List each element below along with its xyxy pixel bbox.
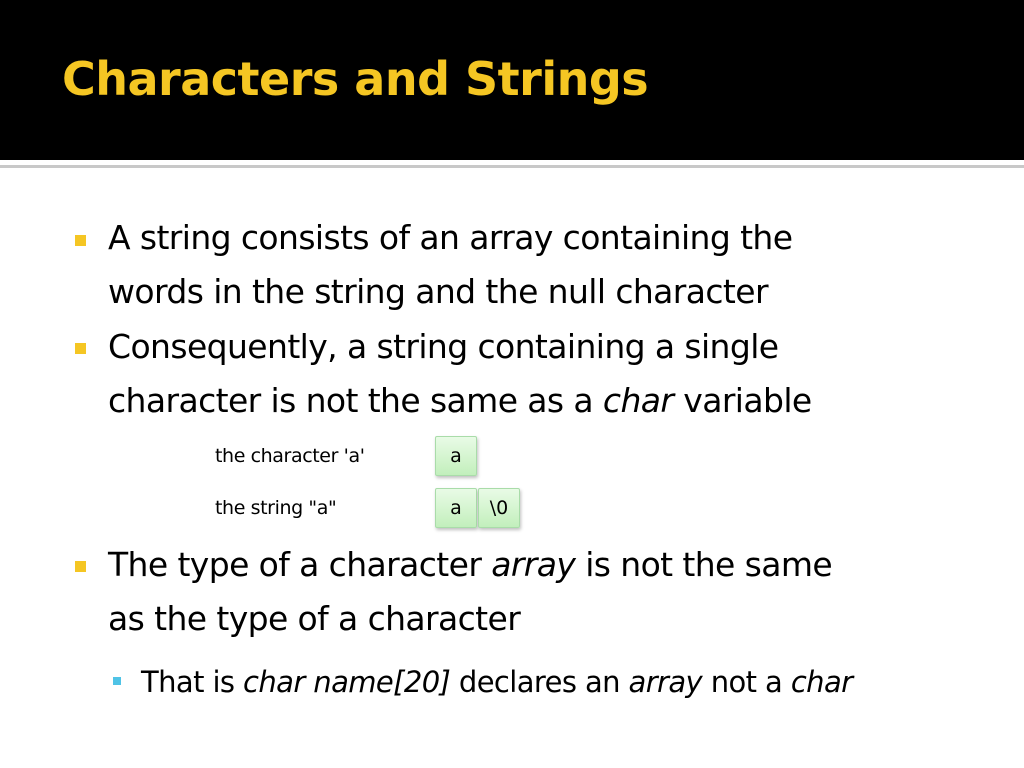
bullet-3-line-1: [108, 538, 968, 592]
sub-bullet-emphasis-1: char name[20]: [243, 665, 451, 699]
string-cell-null: \0: [478, 488, 520, 528]
bullet-1-line-1: A string consists of an array containing the: [108, 218, 793, 257]
bullet-2-text-b: variable: [673, 381, 812, 420]
sub-bullet-text-3: not a: [702, 665, 791, 699]
sub-bullet-marker: [113, 677, 121, 685]
bullet-marker-3: [75, 561, 86, 572]
bullet-3: [108, 538, 968, 646]
bullet-3-emphasis: array: [491, 545, 576, 584]
bullet-3-text-b: is not the same: [575, 545, 833, 584]
bullet-1: [108, 211, 968, 319]
sub-bullet-emphasis-2: array: [628, 665, 703, 699]
sub-bullet-emphasis-3: char: [790, 665, 853, 699]
bullet-marker-1: [75, 235, 86, 246]
bullet-2-emphasis: char: [602, 381, 674, 420]
bullet-3-text-a: The type of a character: [108, 545, 492, 584]
char-cell: a: [435, 436, 477, 476]
slide-title: Characters and Strings: [62, 52, 649, 106]
title-divider: [0, 165, 1024, 168]
string-label: the string "a": [215, 497, 337, 519]
bullet-2-line-2: [108, 374, 968, 428]
bullet-2: [108, 320, 968, 428]
sub-bullet-text-2: declares an: [450, 665, 629, 699]
bullet-marker-2: [75, 343, 86, 354]
bullet-2-text-a: character is not the same as a: [108, 381, 603, 420]
string-cell-a: a: [435, 488, 477, 528]
sub-bullet-text-1: That is: [141, 665, 244, 699]
bullet-2-line-1: Consequently, a string containing a single: [108, 327, 779, 366]
bullet-3-line-2: as the type of a character: [108, 599, 521, 638]
bullet-1-line-2: words in the string and the null character: [108, 272, 768, 311]
title-bar: [0, 0, 1024, 160]
sub-bullet: [141, 660, 852, 704]
char-label: the character 'a': [215, 445, 365, 467]
